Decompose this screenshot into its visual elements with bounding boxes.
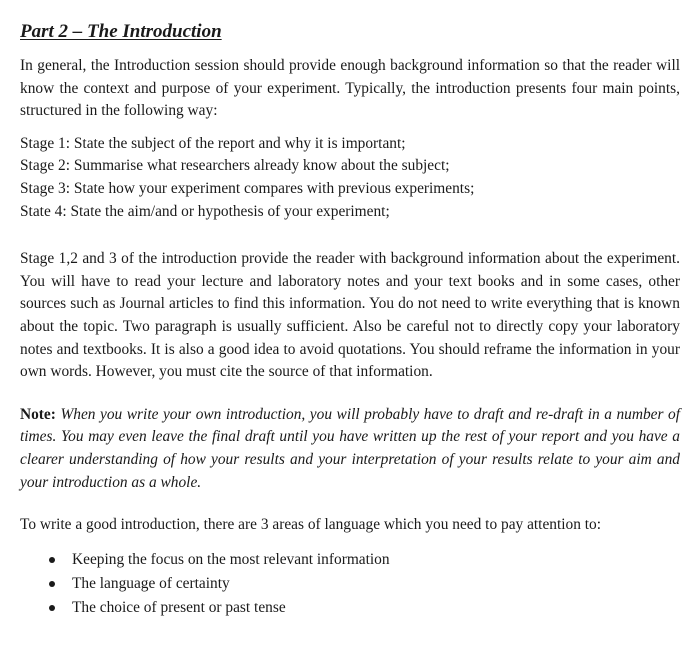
bullet-dot-icon [49,581,55,587]
language-point-1 [20,548,680,572]
document-page [20,20,680,620]
note-paragraph [20,404,680,494]
language-intro-paragraph: To write a good introduction, there are 3 areas of language which you need to pay attention to: [20,516,602,534]
note-text: When you write your own introduction, you will probably have to draft and re-draft in a number of times. You may even leave the final draft until you have written up the rest of your report and you have a clearer understanding of how your results and your interpretation of your results relate to your aim and your introduction as a whole. [20,405,680,491]
spacer [20,494,680,514]
section-heading: Part 2 – The Introduction [20,21,222,42]
stage-item-2: Stage 2: Summarise what researchers already know about the subject; [20,157,450,175]
stage-item-4: State 4: State the aim/and or hypothesis of your experiment; [20,202,390,220]
intro-paragraph: In general, the Introduction session should provide enough background information so that the reader will know the context and purpose of your experiment. Typically, the introduction presents four main points, structured in the following way: [20,57,680,120]
language-point-3 [20,596,680,620]
background-paragraph: Stage 1,2 and 3 of the introduction provide the reader with background information about the experiment. You will have to read your lecture and laboratory notes and your text books and in some cases, other sources such as Journal articles to find this information. You do not need to write everything that is known about the topic. Two paragraph is usually sufficient. Also be careful not to directly copy your laboratory notes and textbooks. It is also a good idea to avoid quotations. You should reframe the information in your own words. However, you must cite the source of that information. [20,250,680,381]
stage-item-3: Stage 3: State how your experiment compares with previous experiments; [20,179,475,197]
language-point-2 [20,572,680,596]
note-label: Note: [20,405,56,423]
stages-list [20,133,680,223]
language-point-text: The choice of present or past tense [72,598,286,616]
language-point-text: The language of certainty [72,574,230,592]
spacer [20,223,680,248]
language-points-list [20,548,680,620]
spacer [20,384,680,404]
bullet-dot-icon [49,605,55,611]
stage-item-1: Stage 1: State the subject of the report and why it is important; [20,134,406,152]
language-point-text: Keeping the focus on the most relevant information [72,550,390,568]
bullet-dot-icon [49,557,55,563]
